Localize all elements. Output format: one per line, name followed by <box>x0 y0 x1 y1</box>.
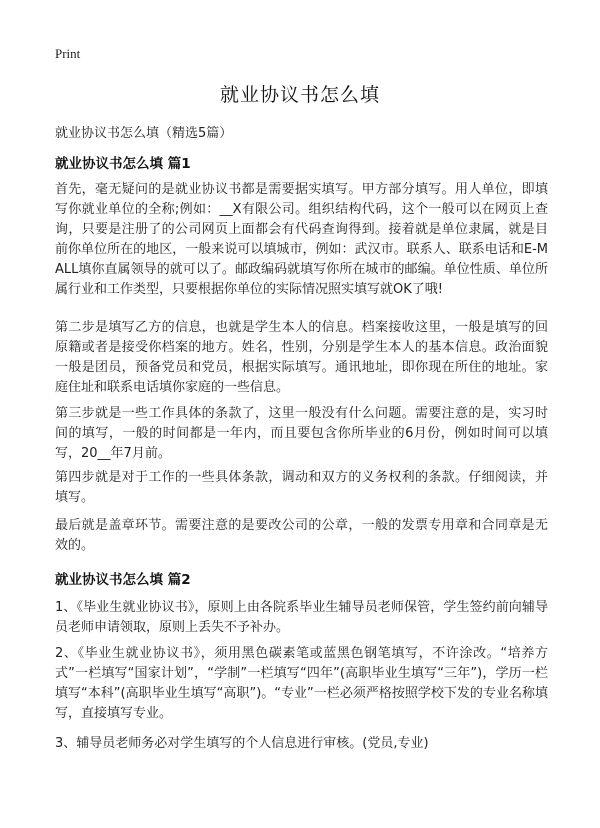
section-2-paragraph-1: 1、《毕业生就业协议书》，原则上由各院系毕业生辅导员老师保管，学生签约前向辅导员老师申请领取，原则上丢失不予补办。 <box>55 600 548 635</box>
document-subtitle: 就业协议书怎么填（精选5篇） <box>55 126 233 141</box>
print-link[interactable]: Print <box>55 46 81 61</box>
section-1-paragraph-5: 最后就是盖章环节。需要注意的是要改公司的公章，一般的发票专用章和合同章是无效的。 <box>55 518 548 553</box>
section-1-paragraph-3: 第三步就是一些工作具体的条款了，这里一般没有什么问题。需要注意的是，实习时间的填写，一般的时间都是一年内，而且要包含你所毕业的6月份，例如时间可以填写，20__年7月前。 <box>55 406 548 461</box>
document-title: 就业协议书怎么填 <box>219 84 380 106</box>
section-2-paragraph-3: 3、辅导员老师务必对学生填写的个人信息进行审核。(党员,专业) <box>55 736 429 751</box>
section-2-paragraph-2: 2、《毕业生就业协议书》，须用黑色碳素笔或蓝黑色钢笔填写，不许涂改。“培养方式”一栏填写“国家计划”，“学制”一栏填写“四年”(高职毕业生填写“三年”)，学历一栏填写“本科”(高职毕业生填写“高职”)。“专业”一栏必须严格按照学校下发的专业名称填写，直接填写专业。 <box>55 646 548 721</box>
section-1-paragraph-2: 第二步是填写乙方的信息，也就是学生本人的信息。档案接收这里，一般是填写的回原籍或者是接受你档案的地方。姓名，性别，分别是学生本人的基本信息。政治面貌一般是团员，预备党员和党员，根据实际填写。通讯地址，即你现在所住的地址。家庭住址和联系电话填你家庭的一些信息。 <box>55 320 548 395</box>
section-1-paragraph-1: 首先，毫无疑问的是就业协议书都是需要据实填写。甲方部分填写。用人单位，即填写你就业单位的全称;例如：__X有限公司。组织结构代码，这个一般可以在网页上查询，只要是注册了的公司网页上面都会有代码查询得到。接着就是单位隶属，就是目前你单位所在的地区，一般来说可以填城市，例如：武汉市。联系人、联系电话和E-MALL填你直属领导的就可以了。邮政编码就填写你所在城市的邮编。单位性质、单位所属行业和工作类型，只要根据你单位的实际情况照实填写就OK了哦! <box>55 182 548 297</box>
section-1-paragraph-4: 第四步就是对于工作的一些具体条款，调动和双方的义务权利的条款。仔细阅读，并填写。 <box>55 470 548 505</box>
section-heading-1: 就业协议书怎么填 篇1 <box>55 156 191 172</box>
section-heading-2: 就业协议书怎么填 篇2 <box>55 572 191 588</box>
